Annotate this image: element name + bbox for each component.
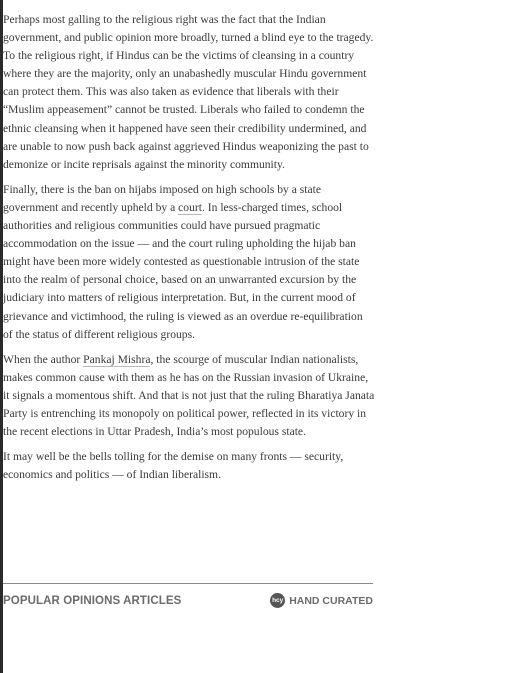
section-divider bbox=[3, 583, 373, 584]
article-body bbox=[3, 11, 375, 491]
article-paragraph-3 bbox=[3, 351, 375, 441]
paragraph-text: Finally, there is the ban on hijabs imposed on high schools by a state government and recently upheld by a bbox=[3, 182, 322, 214]
article-paragraph-1 bbox=[3, 11, 375, 174]
paragraph-text: It may well be the bells tolling for the demise on many fronts — security, economics and politics — of Indian liberalism. bbox=[3, 450, 344, 482]
popular-opinions-heading: POPULAR OPINIONS ARTICLES bbox=[3, 595, 182, 607]
article-paragraph-4 bbox=[3, 448, 375, 484]
pankaj-mishra-link[interactable]: Pankaj Mishra bbox=[83, 352, 151, 366]
hand-curated-badge[interactable] bbox=[270, 593, 373, 608]
hand-curated-icon: hcy bbox=[270, 593, 285, 608]
paragraph-text: . In less-charged times, school authorities and religious communities could have pursued pragmatic accommodation on the issue — and the court ruling upholding the hijab ban might have been more widely contested as questionable intrusion of the state into the realm of personal choice, based on an unwarranted excursion by the judiciary into matters of religious interpretation. But, in the current mood of grievance and victimhood, the ruling is viewed as an overdue re-equilibration of the status of different religious groups. bbox=[3, 200, 363, 341]
hand-curated-label: HAND CURATED bbox=[289, 594, 373, 607]
article-paragraph-2 bbox=[3, 181, 375, 344]
paragraph-text: Perhaps most galling to the religious right was the fact that the Indian government, and public opinion more broadly, turned a blind eye to the tragedy. To the religious right, if Hindus can be the victims of cleansing in a country where they are the majority, only an unabashedly muscular Hindu government can protect them. This was also taken as evidence that liberals with their “Muslim appeasement” cannot be trusted. Liberals who failed to condemn the ethnic cleansing when it happened have seen their credibility undermined, and are unable to now push back against aggrieved Hindus weaponizing the past to demonize or incite reprisals against the minority community. bbox=[3, 13, 374, 171]
paragraph-text: When the author bbox=[3, 352, 84, 366]
court-link[interactable]: court bbox=[178, 200, 202, 214]
paragraph-text: , the scourge of muscular Indian nationalists, makes common cause with them as he has on the Russian invasion of Ukraine, it signals a momentous shift. And that is not just that the ruling Bharatiya Janata Party is entrenching its monopoly on political power, reflected in its victory in the recent elections in Uttar Pradesh, India’s most populous state. bbox=[3, 352, 375, 439]
